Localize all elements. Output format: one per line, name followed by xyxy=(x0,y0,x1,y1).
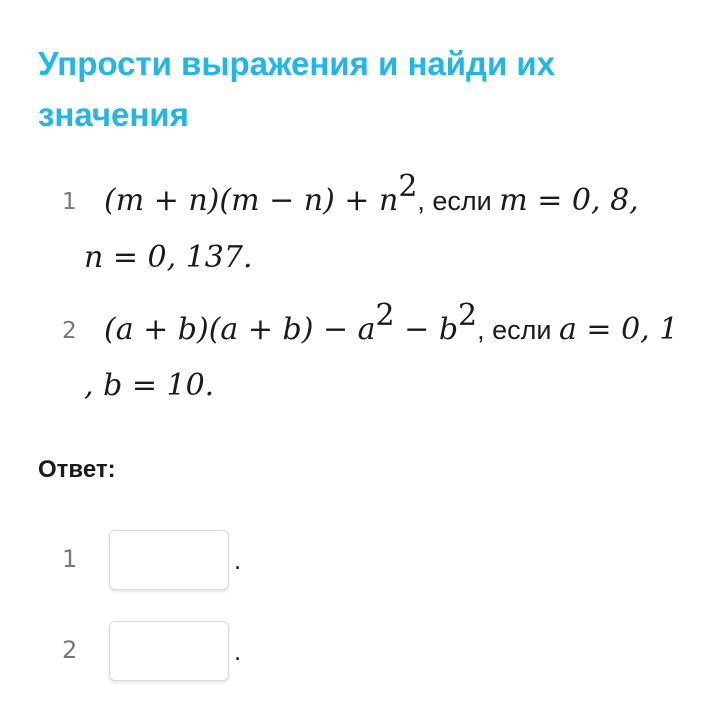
task-2-condition: a = 0, 1 xyxy=(558,312,679,347)
task-1-if-word: , если xyxy=(417,186,500,216)
task-2-line-2 xyxy=(84,368,214,403)
task-1-line-1 xyxy=(104,169,639,218)
task-2-exponent-b: 2 xyxy=(458,298,478,333)
task-title: Упрости выражения и найди их значения xyxy=(38,45,556,133)
task-1-number: 1 xyxy=(62,189,77,215)
answer-2-input[interactable] xyxy=(109,621,229,681)
task-1-line-2 xyxy=(84,240,253,275)
answer-2-period: . xyxy=(234,636,242,666)
task-2-if-word: , если xyxy=(477,315,559,345)
answer-label: Ответ: xyxy=(38,456,116,483)
task-1-condition-cont: n = 0, 137. xyxy=(84,240,253,275)
task-2-exponent-a: 2 xyxy=(375,298,395,333)
task-1-condition: m = 0, 8, xyxy=(499,183,639,218)
answer-1-number: 1 xyxy=(62,545,78,573)
task-2-line-1 xyxy=(104,298,679,347)
answer-2-number: 2 xyxy=(62,636,78,664)
task-2-expression-b: − b xyxy=(394,312,459,347)
task-2-expression: (a + b)(a + b) − a xyxy=(104,312,376,347)
answer-1-period: . xyxy=(234,545,242,575)
task-1-exponent: 2 xyxy=(398,169,418,204)
task-2-condition-cont: , b = 10. xyxy=(84,368,215,403)
answer-1-input[interactable] xyxy=(109,530,229,590)
task-1-expression: (m + n)(m − n) + n xyxy=(104,183,399,218)
task-2-number: 2 xyxy=(62,318,77,344)
